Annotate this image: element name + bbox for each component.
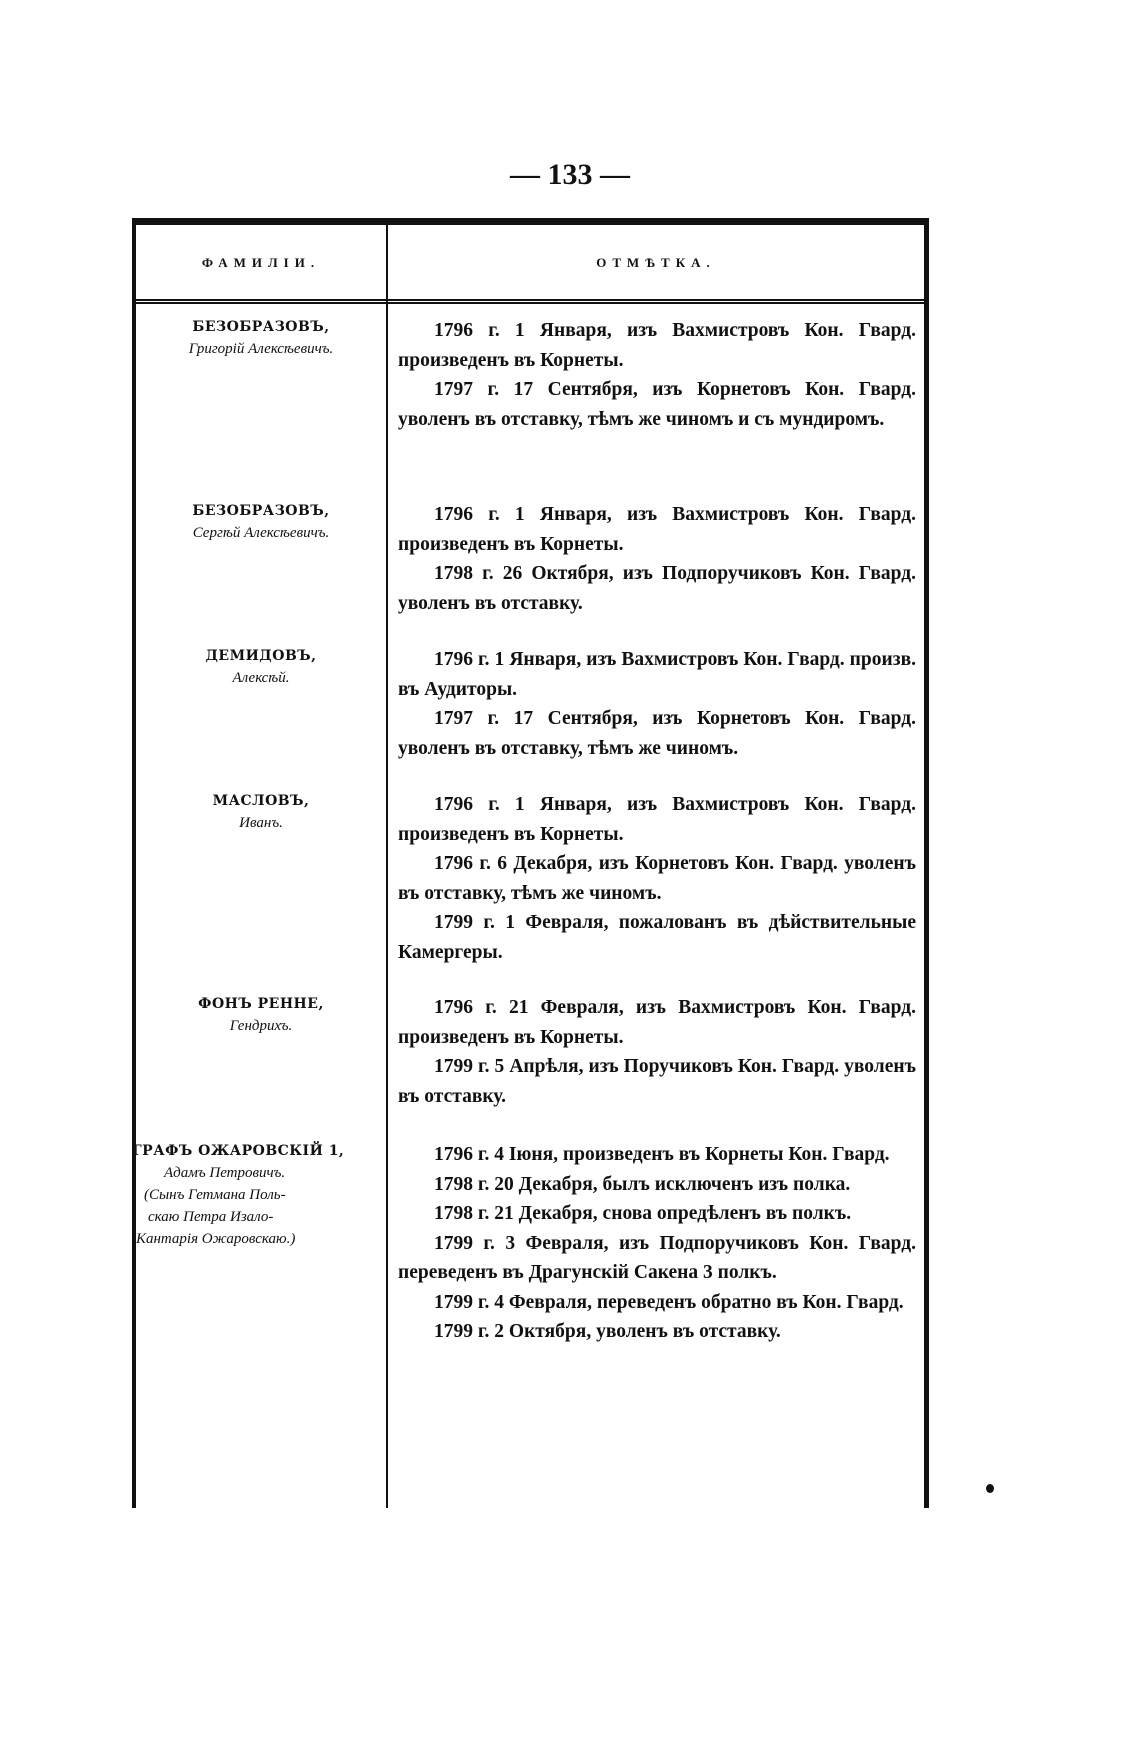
note-paragraph: 1796 г. 4 Іюня, произведенъ въ Корнеты Кон. Гвард.	[434, 1144, 890, 1165]
name-cell	[132, 1140, 386, 1250]
note-paragraph: 1796 г. 1 Января, изъ Вахмистровъ Кон. Гвард. произведенъ въ Корнеты.	[398, 794, 916, 845]
record-table	[132, 218, 929, 1508]
notes-cell	[398, 993, 916, 1111]
surname: МАСЛОВЪ,	[212, 793, 310, 809]
surname: ДЕМИДОВЪ,	[205, 648, 317, 664]
page-number: — 133 —	[510, 158, 630, 191]
note-paragraph: 1799 г. 3 Февраля, изъ Подпоручиковъ Кон. Гвард. переведенъ въ Драгунскій Сакена 3 полкъ.	[398, 1232, 916, 1283]
note-paragraph: 1799 г. 4 Февраля, переведенъ обратно въ Кон. Гвард.	[434, 1291, 904, 1313]
surname: БЕЗОБРАЗОВЪ,	[192, 503, 330, 519]
name-cell	[136, 790, 386, 834]
column-divider	[386, 225, 388, 1508]
note-paragraph: 1796 г. 6 Декабря, изъ Корнетовъ Кон. Гвард. уволенъ въ отставку, тѣмъ же чиномъ.	[398, 853, 916, 904]
note-paragraph: 1798 г. 20 Декабря, былъ исключенъ изъ полка.	[434, 1173, 851, 1195]
name-cell	[136, 316, 386, 360]
name-cell	[136, 645, 386, 689]
note-paragraph: 1799 г. 1 Февраля, пожалованъ въ дѣйствительные Камергеры.	[398, 912, 916, 963]
name-cell	[136, 993, 386, 1037]
notes-cell	[398, 1140, 916, 1347]
header-surnames: ФАМИЛІИ.	[201, 255, 321, 270]
surname: ГРАФЪ ОЖАРОВСКІЙ 1,	[132, 1143, 345, 1159]
notes-cell	[398, 500, 916, 618]
note-paragraph: 1796 г. 1 Января, изъ Вахмистровъ Кон. Гвард. произведенъ въ Корнеты.	[398, 504, 916, 555]
given-name: Адамъ Петровичъ.	[164, 1165, 286, 1181]
note-paragraph: 1796 г. 1 Января, изъ Вахмистровъ Кон. Гвард. произведенъ въ Корнеты.	[398, 320, 916, 371]
note-paragraph: 1797 г. 17 Сентября, изъ Корнетовъ Кон. Гвард. уволенъ въ отставку, тѣмъ же чиномъ.	[398, 708, 916, 759]
given-name-note: Кантарія Ожаровскаю.)	[136, 1231, 296, 1247]
note-paragraph: 1797 г. 17 Сентября, изъ Корнетовъ Кон. Гвард. уволенъ въ отставку, тѣмъ же чиномъ и съ мундиромъ.	[398, 379, 916, 430]
note-paragraph: 1799 г. 5 Апрѣля, изъ Поручиковъ Кон. Гвард. уволенъ въ отставку.	[398, 1056, 916, 1107]
given-name: Сергѣй Алексѣевичъ.	[192, 525, 330, 541]
note-paragraph: 1799 г. 2 Октября, уволенъ въ отставку.	[434, 1321, 781, 1342]
given-name: Гендрихъ.	[229, 1018, 293, 1034]
name-cell	[136, 500, 386, 544]
given-name-note: скаю Петра Изало-	[148, 1209, 274, 1225]
notes-cell	[398, 316, 916, 434]
note-paragraph: 1798 г. 26 Октября, изъ Подпоручиковъ Кон. Гвард. уволенъ въ отставку.	[398, 563, 916, 614]
notes-cell	[398, 790, 916, 967]
surname: ФОНЪ РЕННЕ,	[198, 996, 324, 1012]
given-name-note: (Сынъ Гетмана Поль-	[144, 1187, 286, 1203]
surname: БЕЗОБРАЗОВЪ,	[192, 319, 330, 335]
header-notes: ОТМѢТКА.	[596, 255, 716, 270]
ink-blot	[986, 1484, 994, 1493]
given-name: Григорій Алексѣевичъ.	[188, 341, 334, 357]
given-name: Иванъ.	[239, 815, 283, 831]
note-paragraph: 1796 г. 21 Февраля, изъ Вахмистровъ Кон. Гвард. произведенъ въ Корнеты.	[398, 997, 916, 1048]
table-header	[136, 225, 924, 304]
note-paragraph: 1798 г. 21 Декабря, снова опредѣленъ въ полкъ.	[434, 1203, 852, 1224]
note-paragraph: 1796 г. 1 Января, изъ Вахмистровъ Кон. Гвард. произв. въ Аудиторы.	[398, 649, 916, 700]
given-name: Алексѣй.	[232, 670, 290, 686]
notes-cell	[398, 645, 916, 763]
